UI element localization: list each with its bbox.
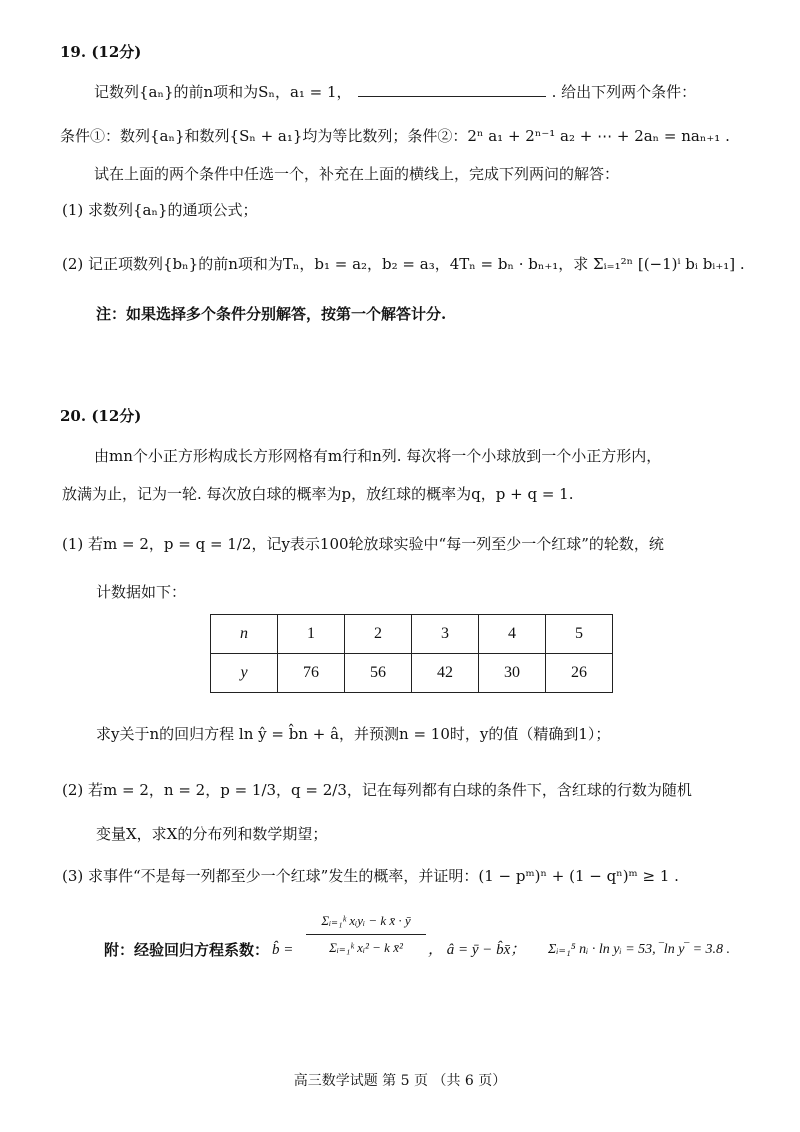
q19-line1-a: 记数列{aₙ}的前n项和为Sₙ，a₁ = 1，: [94, 83, 352, 101]
formula-b-lhs: b̂ =: [272, 942, 294, 958]
table-cell: 42: [412, 654, 479, 693]
q20-part1-line1: (1) 若m = 2，p = q = 1/2，记y表示100轮放球实验中“每一列至少一个红球”的轮数，统: [62, 535, 664, 553]
q19-line1: [94, 82, 696, 102]
table-header-n: n: [211, 615, 278, 654]
fraction-bar: [306, 934, 426, 935]
q20-intro-line2: 放满为止，记为一轮. 每次放白球的概率为p，放红球的概率为q，p + q = 1.: [62, 485, 574, 503]
data-table: [210, 614, 613, 693]
q19-note: 注：如果选择多个条件分别解答，按第一个解答计分.: [96, 305, 447, 323]
q19-part1: (1) 求数列{aₙ}的通项公式；: [62, 201, 258, 219]
formula-sum: Σᵢ₌₁⁵ nᵢ · ln yᵢ = 53, ‾ln y‾ = 3.8 .: [548, 942, 731, 957]
table-row-n: [211, 615, 613, 654]
page-footer: 高三数学试题 第 5 页 （共 6 页）: [293, 1073, 507, 1089]
table-cell: 30: [479, 654, 546, 693]
table-header-y: y: [211, 654, 278, 693]
table-cell: 76: [278, 654, 345, 693]
q20-header: 20. (12分): [60, 407, 142, 425]
q20-part1-line3: 求y关于n的回归方程 ln ŷ = b̂n + â，并预测n = 10时，y的值（精确到1）；: [96, 725, 611, 743]
q20-part2-line2: 变量X，求X的分布列和数学期望；: [96, 825, 328, 843]
table-cell: 2: [345, 615, 412, 654]
formula-b-fraction: [306, 912, 426, 957]
q19-prompt: 试在上面的两个条件中任选一个，补充在上面的横线上，完成下列两问的解答：: [94, 165, 620, 183]
formula-b-denominator: Σᵢ₌₁ᵏ xᵢ² − k x̄²: [329, 940, 403, 955]
q20-part1-line2: 计数据如下：: [96, 583, 187, 601]
table-cell: 56: [345, 654, 412, 693]
q20-part2-line1: (2) 若m = 2，n = 2，p = 1/3，q = 2/3，记在每列都有白球的条件下，含红球的行数为随机: [62, 781, 692, 799]
table-cell: 5: [546, 615, 613, 654]
q19-header: 19. (12分): [60, 43, 142, 61]
table-cell: 26: [546, 654, 613, 693]
table-cell: 1: [278, 615, 345, 654]
appendix-label: 附：经验回归方程系数：: [104, 941, 270, 959]
formula-b-numerator: Σᵢ₌₁ᵏ xᵢyᵢ − k x̄ · ȳ: [321, 913, 411, 928]
table-row-y: [211, 654, 613, 693]
table-cell: 4: [479, 615, 546, 654]
q19-part2: (2) 记正项数列{bₙ}的前n项和为Tₙ，b₁ = a₂，b₂ = a₃，4Tₙ = bₙ · bₙ₊₁，求 Σᵢ₌₁²ⁿ [(−1)ⁱ bᵢ bᵢ₊₁] .: [62, 255, 745, 273]
q19-line1-b: . 给出下列两个条件：: [551, 83, 697, 101]
q20-part3: (3) 求事件“不是每一列都至少一个红球”发生的概率，并证明：(1 − pᵐ)ⁿ + (1 − qⁿ)ᵐ ≥ 1 .: [62, 867, 679, 885]
formula-a: ， â = ȳ − b̂x̄；: [428, 942, 526, 958]
q20-intro-line1: 由mn个小正方形构成长方形网格有m行和n列. 每次将一个小球放到一个小正方形内，: [94, 447, 662, 465]
fill-in-blank: [358, 82, 546, 97]
table-cell: 3: [412, 615, 479, 654]
q19-conditions: 条件①：数列{aₙ}和数列{Sₙ + a₁}均为等比数列；条件②：2ⁿ a₁ + 2ⁿ⁻¹ a₂ + ⋯ + 2aₙ = naₙ₊₁ .: [60, 127, 730, 145]
